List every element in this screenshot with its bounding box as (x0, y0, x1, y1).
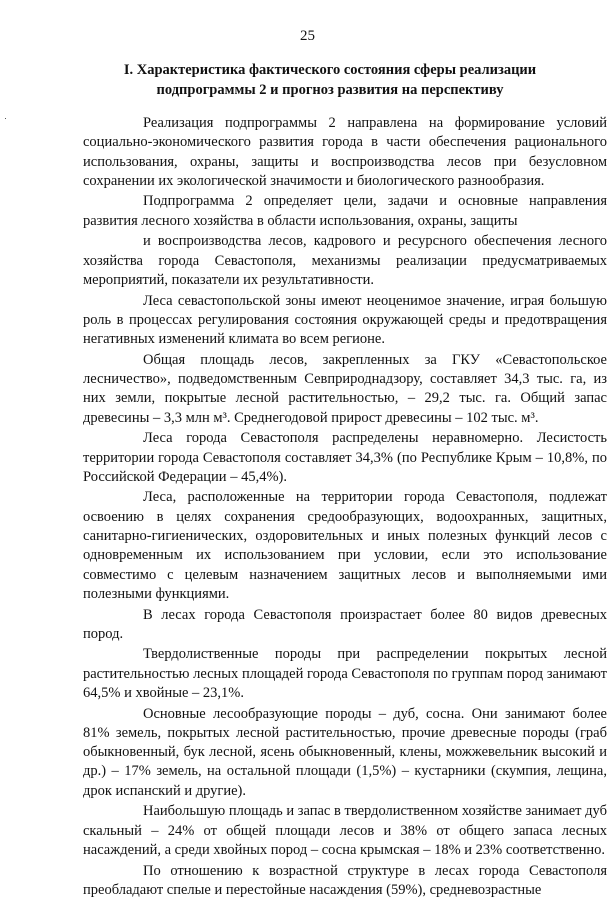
paragraph-11: Наибольшую площадь и запас в твердолиственном хозяйстве занимает дуб скальный – 24% от общей площади лесов и 38% от общего запаса лесных насаждений, а среди хвойных пород – сосна крымская – 18% и 23% соответственно. (83, 803, 607, 858)
section-heading (60, 60, 600, 100)
section-heading-line-2: подпрограммы 2 и прогноз развития на перспективу (156, 82, 504, 98)
paragraph-1: Реализация подпрограммы 2 направлена на формирование условий социально-экономического развития города в части обеспечения рационального использования, охраны, защиты и воспроизводства лесов при безусловном сохранении их экологической значимости и биологического разнообразия. (83, 115, 607, 189)
paragraph-5: Общая площадь лесов, закрепленных за ГКУ «Севастопольское лесничество», подведомственным Севприроднадзору, составляет 34,3 тыс. га, из них земли, покрытые лесной растительностью, – 29,2 тыс. га. Общий запас древесины – 3,3 млн м³. Среднегодовой прирост древесины – 102 тыс. м³. (83, 351, 607, 426)
paragraph-12: По отношению к возрастной структуре в лесах города Севастополя преобладают спелые и перестойные насаждения (59%), средневозрастные (83, 862, 607, 898)
paragraph-6: Леса города Севастополя распределены неравномерно. Лесистость территории города Севастополя составляет 34,3% (по Республике Крым – 10,8%, по Российской Федерации – 45,4%). (83, 430, 607, 485)
paragraph-8: В лесах города Севастополя произрастает более 80 видов древесных пород. (83, 606, 607, 642)
paragraph-7: Леса, расположенные на территории города Севастополя, подлежат освоению в целях сохранения средообразующих, водоохранных, защитных, санитарно-гигиенических, оздоровительных и иных полезных функций лесов с одновременным их использованием при условии, если это использование совместимо с целевым назначением защитных лесов и выполняемыми ими полезными функциями. (83, 489, 607, 602)
paragraph-4: Леса севастопольской зоны имеют неоценимое значение, играя большую роль в процессах регулирования состояния окружающей среды и предотвращения негативных изменений климата во всем регионе. (83, 292, 607, 348)
paragraph-2: Подпрограмма 2 определяет цели, задачи и основные направления развития лесного хозяйства в области использования, охраны, защиты (83, 193, 607, 229)
paragraph-9: Твердолиственные породы при распределении покрытых лесной растительностью лесных площадей города Севастополя по группам пород занимают 64,5% и хвойные – 23,1%. (83, 646, 607, 701)
section-heading-line-1: I. Характеристика фактического состояния сферы реализации (123, 62, 537, 78)
paragraph-3: и воспроизводства лесов, кадрового и ресурсного обеспечения лесного хозяйства города Севастополя, механизмы реализации предусматриваемых мероприятий, показатели их результативности. (83, 233, 607, 288)
page-number: 25 (300, 28, 315, 44)
paragraph-10: Основные лесообразующие породы – дуб, сосна. Они занимают более 81% земель, покрытых лесной растительностью, прочие древесные породы (граб обыкновенный, бук лесной, ясень обыкновенный, клены, можжевельник высокий и др.) – 17% земель, на остальной площади (1,5%) – кустарники (скумпия, лещина, дрок испанский и другие). (83, 705, 607, 799)
scan-speck (5, 118, 6, 119)
body-text (83, 114, 607, 901)
